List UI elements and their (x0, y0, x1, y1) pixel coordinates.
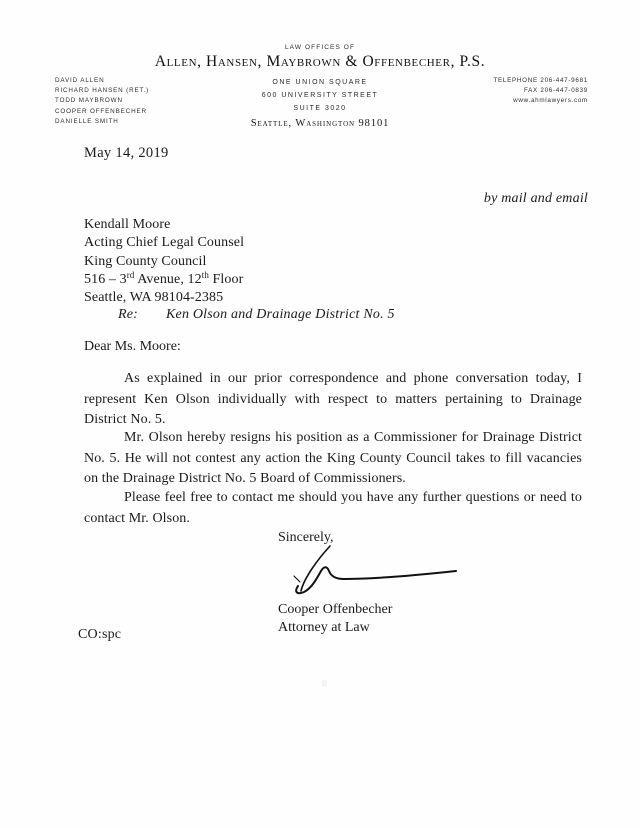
delivery-note: by mail and email (483, 191, 588, 206)
street-suffix: Floor (208, 271, 244, 287)
paragraph-text: Please feel free to contact me should you have any further questions or need to contact Mr. Olson. (84, 490, 582, 526)
typist-initials-note: CO:spc (78, 627, 122, 642)
website-text: www.ahmlawyers.com (513, 97, 588, 105)
body-paragraph-1 (84, 369, 582, 431)
address-city-line: Seattle, Washington 98101 (250, 118, 390, 129)
address-line-2: 600 UNIVERSITY STREET (261, 92, 379, 99)
attorney-name: DAVID ALLEN (55, 77, 105, 84)
paragraph-text: Mr. Olson hereby resigns his position as a Commissioner for Drainage District No. 5. He will not contest any action the King County Council takes to fill vacancies on the Drainage District No. 5 Board of Commissioners. (84, 430, 582, 486)
signature-block (278, 530, 508, 636)
street-prefix: 516 – 3 (84, 271, 127, 287)
recipient-title: Acting Chief Legal Counsel (84, 235, 245, 251)
letterhead (0, 44, 640, 129)
contact-block (493, 76, 588, 107)
address-line-3: SUITE 3020 (293, 105, 347, 112)
firm-name: Allen, Hansen, Maybrown & Offenbecher, P.S. (154, 53, 486, 70)
body-paragraph-2 (84, 428, 582, 490)
handwritten-signature-icon (280, 542, 470, 596)
recipient-city-state-zip: Seattle, WA 98104-2385 (84, 290, 224, 306)
recipient-address (84, 216, 244, 307)
recipient-name: Kendall Moore (84, 217, 171, 232)
attorney-name: COOPER OFFENBECHER (55, 107, 147, 115)
scan-artifact (322, 680, 327, 687)
street-ordinal-th: th (201, 269, 209, 280)
re-line (118, 307, 395, 323)
letter-date: May 14, 2019 (84, 145, 169, 161)
signer-title: Attorney at Law (278, 619, 370, 635)
letterhead-eyebrow: LAW OFFICES OF (284, 44, 356, 51)
attorney-name: DANIELLE SMITH (55, 117, 119, 125)
address-line-1: ONE UNION SQUARE (272, 79, 368, 86)
recipient-street (84, 271, 244, 289)
signer-name: Cooper Offenbecher (278, 602, 393, 617)
telephone-text: TELEPHONE 206-447-9681 (493, 77, 588, 84)
letterhead-columns (0, 76, 640, 134)
recipient-organization: King County Council (84, 253, 207, 269)
re-label: Re: (118, 307, 139, 322)
paragraph-text: As explained in our prior correspondence and phone conversation today, I represent Ken Olson individually with respect to matters pertaining to Drainage District No. 5. (84, 371, 582, 427)
body-paragraph-3 (84, 488, 582, 529)
attorney-name: RICHARD HANSEN (RET.) (55, 87, 150, 95)
fax-text: FAX 206-447-0839 (523, 87, 588, 95)
street-ordinal-rd: rd (126, 269, 135, 280)
closing-text: Sincerely, (278, 530, 334, 545)
street-middle: Avenue, 12 (134, 271, 202, 287)
salutation: Dear Ms. Moore: (84, 339, 181, 354)
re-subject: Ken Olson and Drainage District No. 5 (166, 307, 395, 322)
attorney-name: TODD MAYBROWN (55, 97, 123, 105)
